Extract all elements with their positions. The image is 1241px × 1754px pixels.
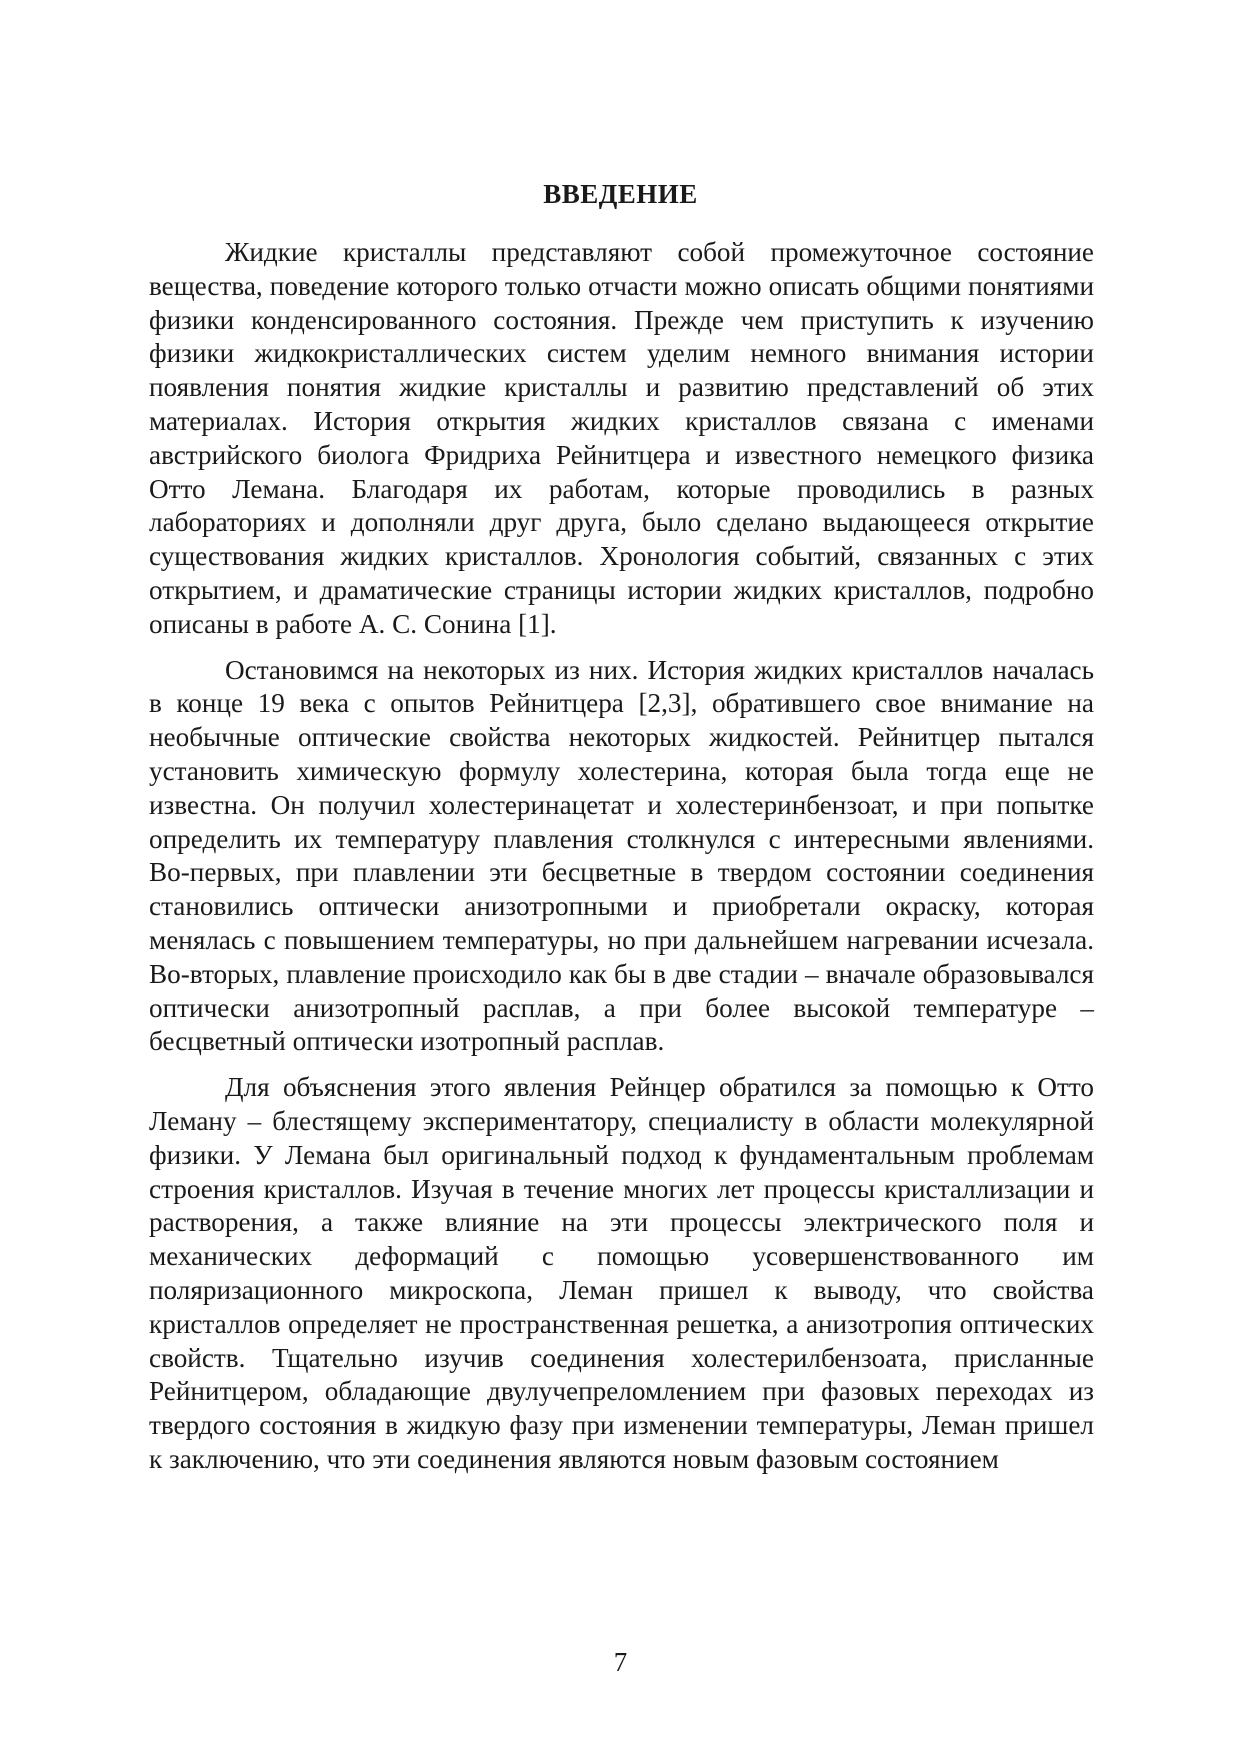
body-text (149, 236, 1094, 1489)
paragraph: Для объяснения этого явления Рейнцер обратился за помощью к Отто Леману – блестящему экспериментатору, специалисту в области молекулярной физики. У Лемана был оригинальный подход к фундаментальным проблемам строения кристаллов. Изучая в течение многих лет процессы кристаллизации и растворения, а также влияние на эти процессы электрического поля и механических деформаций с помощью усовершенствованного им поляризационного микроскопа, Леман пришел к выводу, что свойства кристаллов определяет не пространственная решетка, а анизотропия оптических свойств. Тщательно изучив соединения холестерилбензоата, присланные Рейнитцером, обладающие двулучепреломлением при фазовых переходах из твердого состояния в жидкую фазу при изменении температуры, Леман пришел к заключению, что эти соединения являются новым фазовым состоянием (149, 1072, 1094, 1474)
paragraph: Остановимся на некоторых из них. История жидких кристаллов началась в конце 19 века с опытов Рейнитцера [2,3], обратившего свое внимание на необычные оптические свойства некоторых жидкостей. Рейнитцер пытался установить химическую формулу холестерина, которая была тогда еще не известна. Он получил холестеринацетат и холестеринбензоат, и при попытке определить их температуру плавления столкнулся с интересными явлениями. Во-первых, при плавлении эти бесцветные в твердом состоянии соединения становились оптически анизотропными и приобретали окраску, которая менялась с повышением температуры, но при дальнейшем нагревании исчезала. Во-вторых, плавление происходило как бы в две стадии – вначале образовывался оптически анизотропный расплав, а при более высокой температуре – бесцветный оптически изотропный расплав. (149, 654, 1094, 1057)
section-heading: ВВЕДЕНИЕ (543, 179, 698, 209)
paragraph: Жидкие кристаллы представляют собой промежуточное состояние вещества, поведение которого только отчасти можно описать общими понятиями физики конденсированного состояния. Прежде чем приступить к изучению физики жидкокристаллических систем уделим немного внимания истории появления понятия жидкие кристаллы и развитию представлений об этих материалах. История открытия жидких кристаллов связана с именами австрийского биолога Фридриха Рейнитцера и известного немецкого физика Отто Лемана. Благодаря их работам, которые проводились в разных лабораториях и дополняли друг друга, было сделано выдающееся открытие существования жидких кристаллов. Хронология событий, связанных с этих открытием, и драматические страницы истории жидких кристаллов, подробно описаны в работе А. С. Сонина [1]. (149, 237, 1094, 639)
page-number: 7 (613, 1647, 628, 1677)
